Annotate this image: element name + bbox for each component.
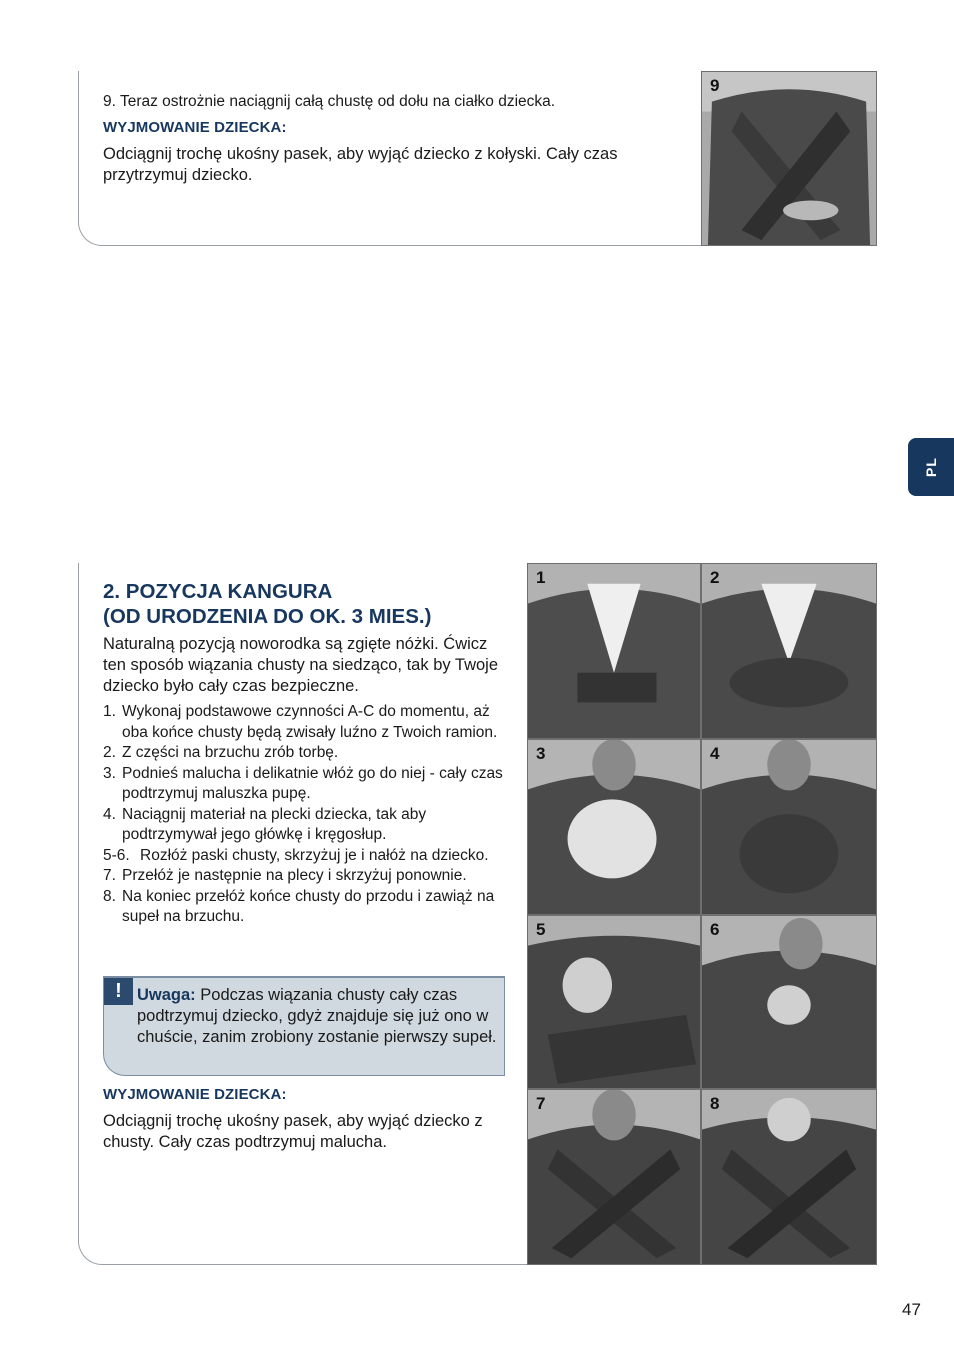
photo-step-1 bbox=[527, 563, 701, 739]
exclamation-icon: ! bbox=[104, 978, 133, 1005]
steps-list bbox=[103, 702, 503, 928]
step-9-text: 9. Teraz ostrożnie naciągnij całą chustę od dołu na ciałko dziecka. bbox=[103, 93, 556, 110]
section-title-line1: 2. POZYCJA KANGURA bbox=[103, 580, 333, 603]
language-tab-label: PL bbox=[923, 457, 939, 477]
photo-step-5 bbox=[527, 915, 701, 1089]
removal-header-bottom: WYJMOWANIE DZIECKA: bbox=[103, 1086, 287, 1103]
photo-step-4 bbox=[701, 739, 877, 915]
photo-step-8 bbox=[701, 1089, 877, 1265]
photo-illustration bbox=[702, 1090, 876, 1264]
list-item: 5-6. Rozłóż paski chusty, skrzyżuj je i nałóż na dziecko. bbox=[103, 846, 489, 864]
photo-illustration bbox=[528, 1090, 700, 1264]
photo-step-2 bbox=[701, 563, 877, 739]
list-item: 3. Podnieś malucha i delikatnie włóż go do niej - cały czas podtrzymuj maluszka pupę. bbox=[103, 764, 503, 802]
removal-text-top: Odciągnij trochę ukośny pasek, aby wyjąć dziecko z kołyski. Cały czas przytrzymuj dziecko. bbox=[103, 145, 618, 184]
photo-illustration bbox=[702, 72, 876, 245]
list-item: 7. Przełóż je następnie na plecy i skrzyżuj ponownie. bbox=[103, 867, 467, 884]
note-label: Uwaga: bbox=[137, 986, 196, 1004]
page-number: 47 bbox=[902, 1300, 921, 1319]
section-title bbox=[103, 579, 431, 629]
photo-illustration bbox=[702, 564, 876, 738]
language-tab[interactable] bbox=[908, 438, 954, 496]
photo-label: 6 bbox=[710, 920, 720, 939]
photo-label: 8 bbox=[710, 1094, 720, 1113]
list-item: 4. Naciągnij materiał na plecki dziecka, tak aby podtrzymywał jego główkę i kręgosłup. bbox=[103, 805, 427, 843]
photo-illustration bbox=[528, 564, 700, 738]
photo-illustration bbox=[528, 916, 700, 1088]
photo-label: 2 bbox=[710, 568, 720, 587]
photo-label: 7 bbox=[536, 1094, 546, 1113]
photo-illustration bbox=[702, 916, 876, 1088]
removal-text-bottom: Odciągnij trochę ukośny pasek, aby wyjąć dziecko z chusty. Cały czas podtrzymuj malucha. bbox=[103, 1112, 483, 1151]
intro-text: Naturalną pozycją noworodka są zgięte nóżki. Ćwicz ten sposób wiązania chusty na siedząco, tak by Twoje dziecko było cały czas bezpieczne. bbox=[103, 635, 499, 695]
warning-note bbox=[103, 976, 505, 1076]
photo-label: 5 bbox=[536, 920, 546, 939]
photo-label: 1 bbox=[536, 568, 546, 587]
list-item: 8. Na koniec przełóż końce chusty do przodu i zawiąż na supeł na brzuchu. bbox=[103, 887, 495, 925]
photo-label: 9 bbox=[710, 76, 720, 95]
removal-header-top: WYJMOWANIE DZIECKA: bbox=[103, 119, 287, 136]
section-title-line2: (OD URODZENIA DO OK. 3 MIES.) bbox=[103, 605, 432, 628]
list-item: 1. Wykonaj podstawowe czynności A-C do momentu, aż oba końce chusty będą zwisały luźno z Twoich ramion. bbox=[103, 703, 498, 741]
photo-label: 4 bbox=[710, 744, 720, 763]
photo-label: 3 bbox=[536, 744, 546, 763]
photo-step-3 bbox=[527, 739, 701, 915]
photo-step-9 bbox=[701, 71, 877, 246]
note-text: Podczas wiązania chusty cały czas podtrzymuj dziecko, gdyż znajduje się już ono w chuście, zanim zrobiony zostanie pierwszy supeł. bbox=[137, 986, 497, 1046]
photo-step-7 bbox=[527, 1089, 701, 1265]
photo-step-6 bbox=[701, 915, 877, 1089]
photo-illustration bbox=[528, 740, 700, 914]
photo-illustration bbox=[702, 740, 876, 914]
list-item: 2. Z części na brzuchu zrób torbę. bbox=[103, 744, 339, 761]
